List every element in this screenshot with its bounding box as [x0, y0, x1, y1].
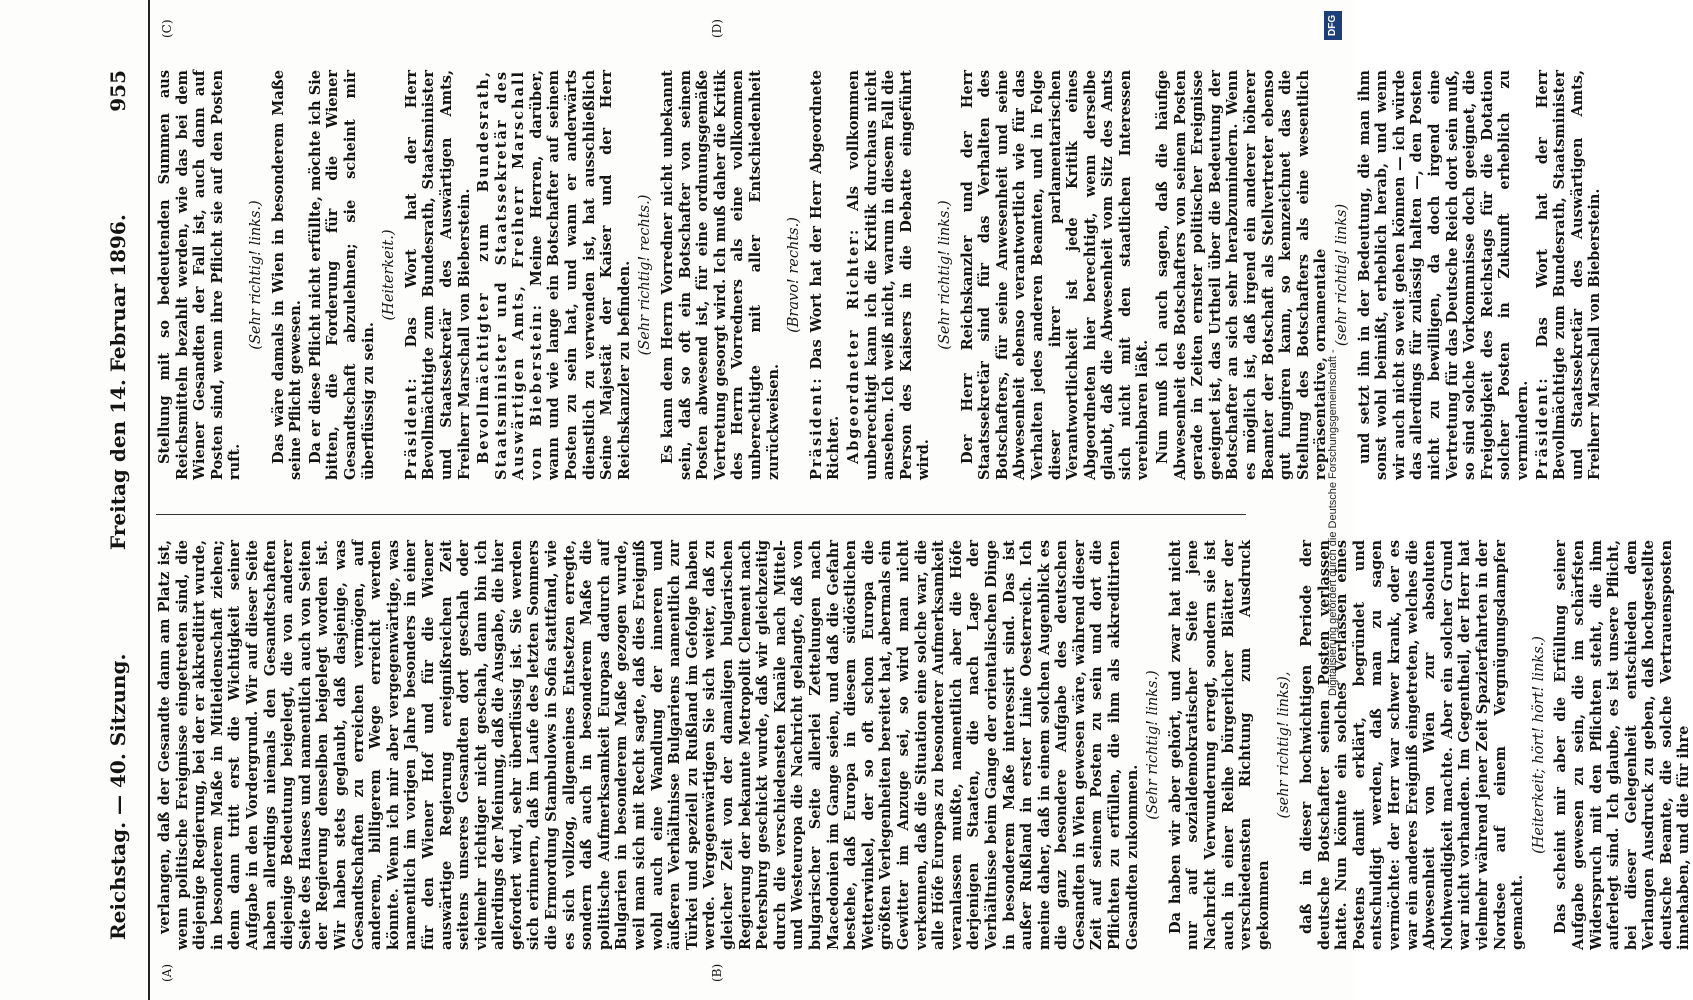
interjection: (sehr richtig! links), — [1276, 671, 1293, 819]
paragraph: Der Herr Reichskanzler und der Herr Staatssekretär sind für das Verhalten des Botschafters, für seine Anwesenheit und seine Abwesenheit ebenso verantwortlich wie für das Verhalten jedes anderen Beamten, und in Folge dieser ihrer parlamentarischen Verantwortlichkeit ist jede Kritik eines Abgeordneten hier berechtigt, wenn derselbe glaubt, daß die Abwesenheit vom Sitz des Amts sich nicht mit den staatlichen Interessen vereinbaren läßt. — [958, 70, 1152, 480]
margin-marker-b: (B) — [710, 963, 724, 982]
header-rule — [148, 0, 150, 1000]
paragraph: und setzt ihn in der Bedeutung, die man ihm sonst wohl beimißt, erheblich herab, und wenn wir auch nicht so weit gehen können — ich würde das allerdings für zulässig halten —, den Posten nicht zu bewilligen, da doch irgend eine Vertretung für das Deutsche Reich dort sein muß, so sind solche Vorkommnisse doch geeignet, die Freigebigkeit des Reichstags für die Dotation solcher Posten in Zukunft erheblich zu vermindern. — [1355, 70, 1531, 480]
interjection: (Heiterkeit; hört! hört! links.) — [1530, 636, 1547, 854]
interjection: (Sehr richtig! rechts.) — [637, 194, 654, 356]
interjection: (Sehr richtig! links.) — [247, 200, 264, 350]
dfg-logo: DFG — [1324, 11, 1342, 40]
digitization-credit — [1322, 0, 1344, 1000]
speaker-text: Als vollkommen unberechtigt kann ich die Kritik durchaus nicht ansehen. Ich weiß nicht, warum in diesem Fall die Person des Kaisers in die Debatte eingeführt wird. — [844, 70, 933, 480]
paragraph: daß in dieser hochwichtigen Periode der deutsche Botschafter seinen Posten verlassen hatte. Nun könnte ein solches Verlassen eines Postens damit erklärt, begründet und entschuldigt werden, daß man zu sagen vermöchte: der Herr war schwer krank, oder es war ein anderes Ereigniß eingetreten, welches die Abwesenheit von Wien zur absoluten Nothwendigkeit machte. Aber ein solcher Grund war nicht vorhanden. Im Gegentheil, der Herr hat vielmehr während jener Zeit Spazierfahrten in der Nordsee auf einem Vergnügungsdampfer gemacht. — [1298, 540, 1527, 950]
page-number: 955 — [106, 70, 130, 112]
speaker-label: Präsident: — [402, 376, 420, 480]
interjection: (sehr richtig! links) — [1334, 203, 1350, 347]
running-header — [98, 70, 144, 940]
header-session: Reichstag. — 40. Sitzung. — [106, 653, 130, 940]
left-column — [156, 540, 1693, 950]
interjection: (Bravo! rechts.) — [786, 217, 803, 333]
paragraph: Es kann dem Herrn Vorredner nicht unbekannt sein, daß so oft ein Botschafter von seinem Posten abwesend ist, für eine ordnungsgemäße Vertretung gesorgt wird. Ich muß daher die Kritik des Herrn Vorredners als eine vollkommen unberechtigte mit aller Entschiedenheit zurückweisen. — [659, 70, 782, 480]
speaker-paragraph — [1534, 70, 1604, 480]
paragraph: Das scheint mir aber die Erfüllung seiner Aufgabe gewesen zu sein, die im schärfsten Widerspruch mit den Pflichten steht, die ihm auferlegt sind. Ich glaube, es ist unsere Pflicht, bei dieser Gelegenheit entschieden dem Verlangen Ausdruck zu geben, daß hochgestellte deutsche Beamte, die solche Vertrauensposten innehaben, und die für ihre — [1552, 540, 1693, 950]
paragraph: Das wäre damals in Wien in besonderem Maße seine Pflicht gewesen. — [269, 70, 305, 480]
interjection: (Heiterkeit.) — [381, 229, 398, 321]
credit-text: Digitalisierung gefördert durch die Deutsche Forschungsgemeinschaft - — [1327, 349, 1339, 696]
speaker-paragraph — [403, 70, 473, 480]
interjection: (Sehr richtig! links.) — [936, 200, 953, 350]
paragraph: Nun muß ich auch sagen, daß die häufige Abwesenheit des Botschafters von seinem Posten gerade in Zeiten ernster politischer Ereignisse geeignet ist, das Urtheil über die Bedeutung der Botschafter an sich sehr herabzumindern. Wenn es möglich ist, daß irgend ein anderer höherer Beamter der Botschaft als Stellvertreter ebenso gut fungiren kann, so kennzeichnet das die Stellung des Botschafters als eine wesentlich repräsentative, ornamentale — [1154, 70, 1330, 480]
speaker-text: Das Wort hat der Herr Bevollmächtigte zum Bundesrath, Staatsminister und Staatssekretär des Auswärtigen Amts, Freiherr Marschall von Bieberstein. — [402, 70, 473, 480]
speaker-label: Präsident: — [807, 376, 825, 480]
paragraph: verlangen, daß der Gesandte dann am Platz ist, wenn politische Ereignisse eingetreten sind, die diejenige Regierung, bei der er akkreditirt wurde, in besonderem Maße in Mitleidenschaft ziehen; denn dann tritt erst die Wichtigkeit seiner Aufgabe in den Vordergrund. Wir auf dieser Seite haben allerdings niemals den Gesandtschaften diejenige Bedeutung beigelegt, die von anderer Seite des Hauses und namentlich auch von Seiten der Regierung denselben beigelegt worden ist. Wir haben stets geglaubt, daß dasjenige, was Gesandtschaften zu erreichen vermögen, auf anderem, billigerem Wege erreicht werden könnte. Wenn ich mir aber vergegenwärtige, was namentlich im vorigen Jahre besonders in einer für den Wiener Hof und für die Wiener auswärtige Regierung ereignißreichen Zeit seitens unseres Gesandten dort geschah oder vielmehr richtiger nicht geschah, dann bin ich allerdings der Meinung, daß die Ausgabe, die hier gefordert wird, sehr überflüssig ist. Sie werden sich erinnern, daß im Laufe des letzten Sommers die Ermordung Stambulows in Sofia stattfand, wie es sich vollzog, allgemeines Entsetzen erregte, sondern daß auch in besonderem Maße die politische Aufmerksamkeit Europas dadurch auf Bulgarien in besonderem Maße gezogen wurde, weil man sich mit Recht sagte, daß dies Ereigniß wohl auch eine Wandlung der inneren und äußeren Verhältnisse Bulgariens namentlich zur Türkei und speziell zu Rußland im Gefolge haben werde. Vergegenwärtigen Sie sich weiter, daß zu gleicher Zeit von der damaligen bulgarischen Regierung der bekannte Metropolit Clement nach Petersburg geschickt wurde, daß wir gleichzeitig durch die verschiedensten Kanäle nach Mittel- und Westeuropa die Nachricht gelangte, daß von bulgarischer Seite allerlei Zettelungen nach Macedonien im Gange seien, und daß die Gefahr bestehe, daß Europa in diesem südöstlichen Wetterwinkel, der so oft schon Europa die größten Verlegenheiten bereitet hat, abermals ein Gewitter im Anzuge sei, so wird man nicht verkennen, daß die Situation eine solche war, die alle Höfe Europas zu besonderer Aufmerksamkeit veranlassen mußte, namentlich aber die Höfe derjenigen Staaten, die nach Lage der Verhältnisse beim Gange der orientalischen Dinge in besonderem Maße interessirt sind. Das ist außer Rußland in erster Linie Oesterreich. Ich meine daher, daß in einem solchen Augenblick es die ganz besondere Aufgabe des deutschen Gesandten in Wien gewesen wäre, während dieser Zeit auf seinem Posten zu sein und dort die Pflichten zu erfüllen, die ihm als akkreditirten Gesandten zukommen. — [156, 540, 1141, 950]
speaker-label: Abgeordneter Richter: — [844, 227, 862, 464]
right-column — [156, 70, 1604, 480]
margin-marker-d: (D) — [710, 19, 724, 38]
margin-marker-a: (A) — [160, 963, 174, 982]
margin-marker-c: (C) — [160, 19, 174, 38]
speaker-text: Das Wort hat der Herr Abgeordnete Richter. — [807, 70, 843, 480]
speaker-label: Bevollmächtigter zum Bundesrath, Staatsminister und Staatssekretär des Auswärtigen Amts, Freiherr Marschall von Bieberstein: — [475, 70, 545, 480]
speaker-label: Präsident: — [1533, 376, 1551, 480]
paragraph: Da er diese Pflicht nicht erfüllte, möchte ich Sie bitten, die Forderung für die Wiener Gesandtschaft abzulehnen; sie scheint mir überflüssig zu sein. — [306, 70, 377, 480]
column-rule — [156, 514, 1246, 515]
header-date: Freitag den 14. Februar 1896. — [106, 214, 130, 550]
paragraph: Da haben wir aber gehört, und zwar hat nicht nur auf sozialdemokratischer Seite jene Nachricht Verwunderung erregt, sondern sie ist auch in einer Reihe bürgerlicher Blätter der verschiedensten Richtung zum Ausdruck gekommen — [1166, 540, 1272, 950]
interjection: (Sehr richtig! links.) — [1145, 670, 1162, 820]
speaker-paragraph — [845, 70, 933, 480]
speaker-text: Das Wort hat der Herr Bevollmächtigte zum Bundesrath, Staatsminister und Staatssekretär des Auswärtigen Amts, Freiherr Marschall von Bieberstein. — [1533, 70, 1604, 480]
paragraph: Stellung mit so bedeutenden Summen aus Reichsmitteln bezahlt werden, wie das bei dem Wiener Gesandten der Fall ist, auch dann auf Posten sind, wenn ihre Pflicht sie auf den Posten ruft. — [156, 70, 244, 480]
speaker-paragraph — [475, 70, 633, 480]
speaker-text: Meine Herren, darüber, wann und wie lange ein Botschafter auf seinem Posten zu sein hat, und wann er anderwärts dienstlich zu verwenden ist, hat ausschließlich Seine Majestät der Kaiser und der Herr Reichskanzler zu befinden. — [527, 70, 633, 480]
speaker-paragraph — [808, 70, 843, 480]
